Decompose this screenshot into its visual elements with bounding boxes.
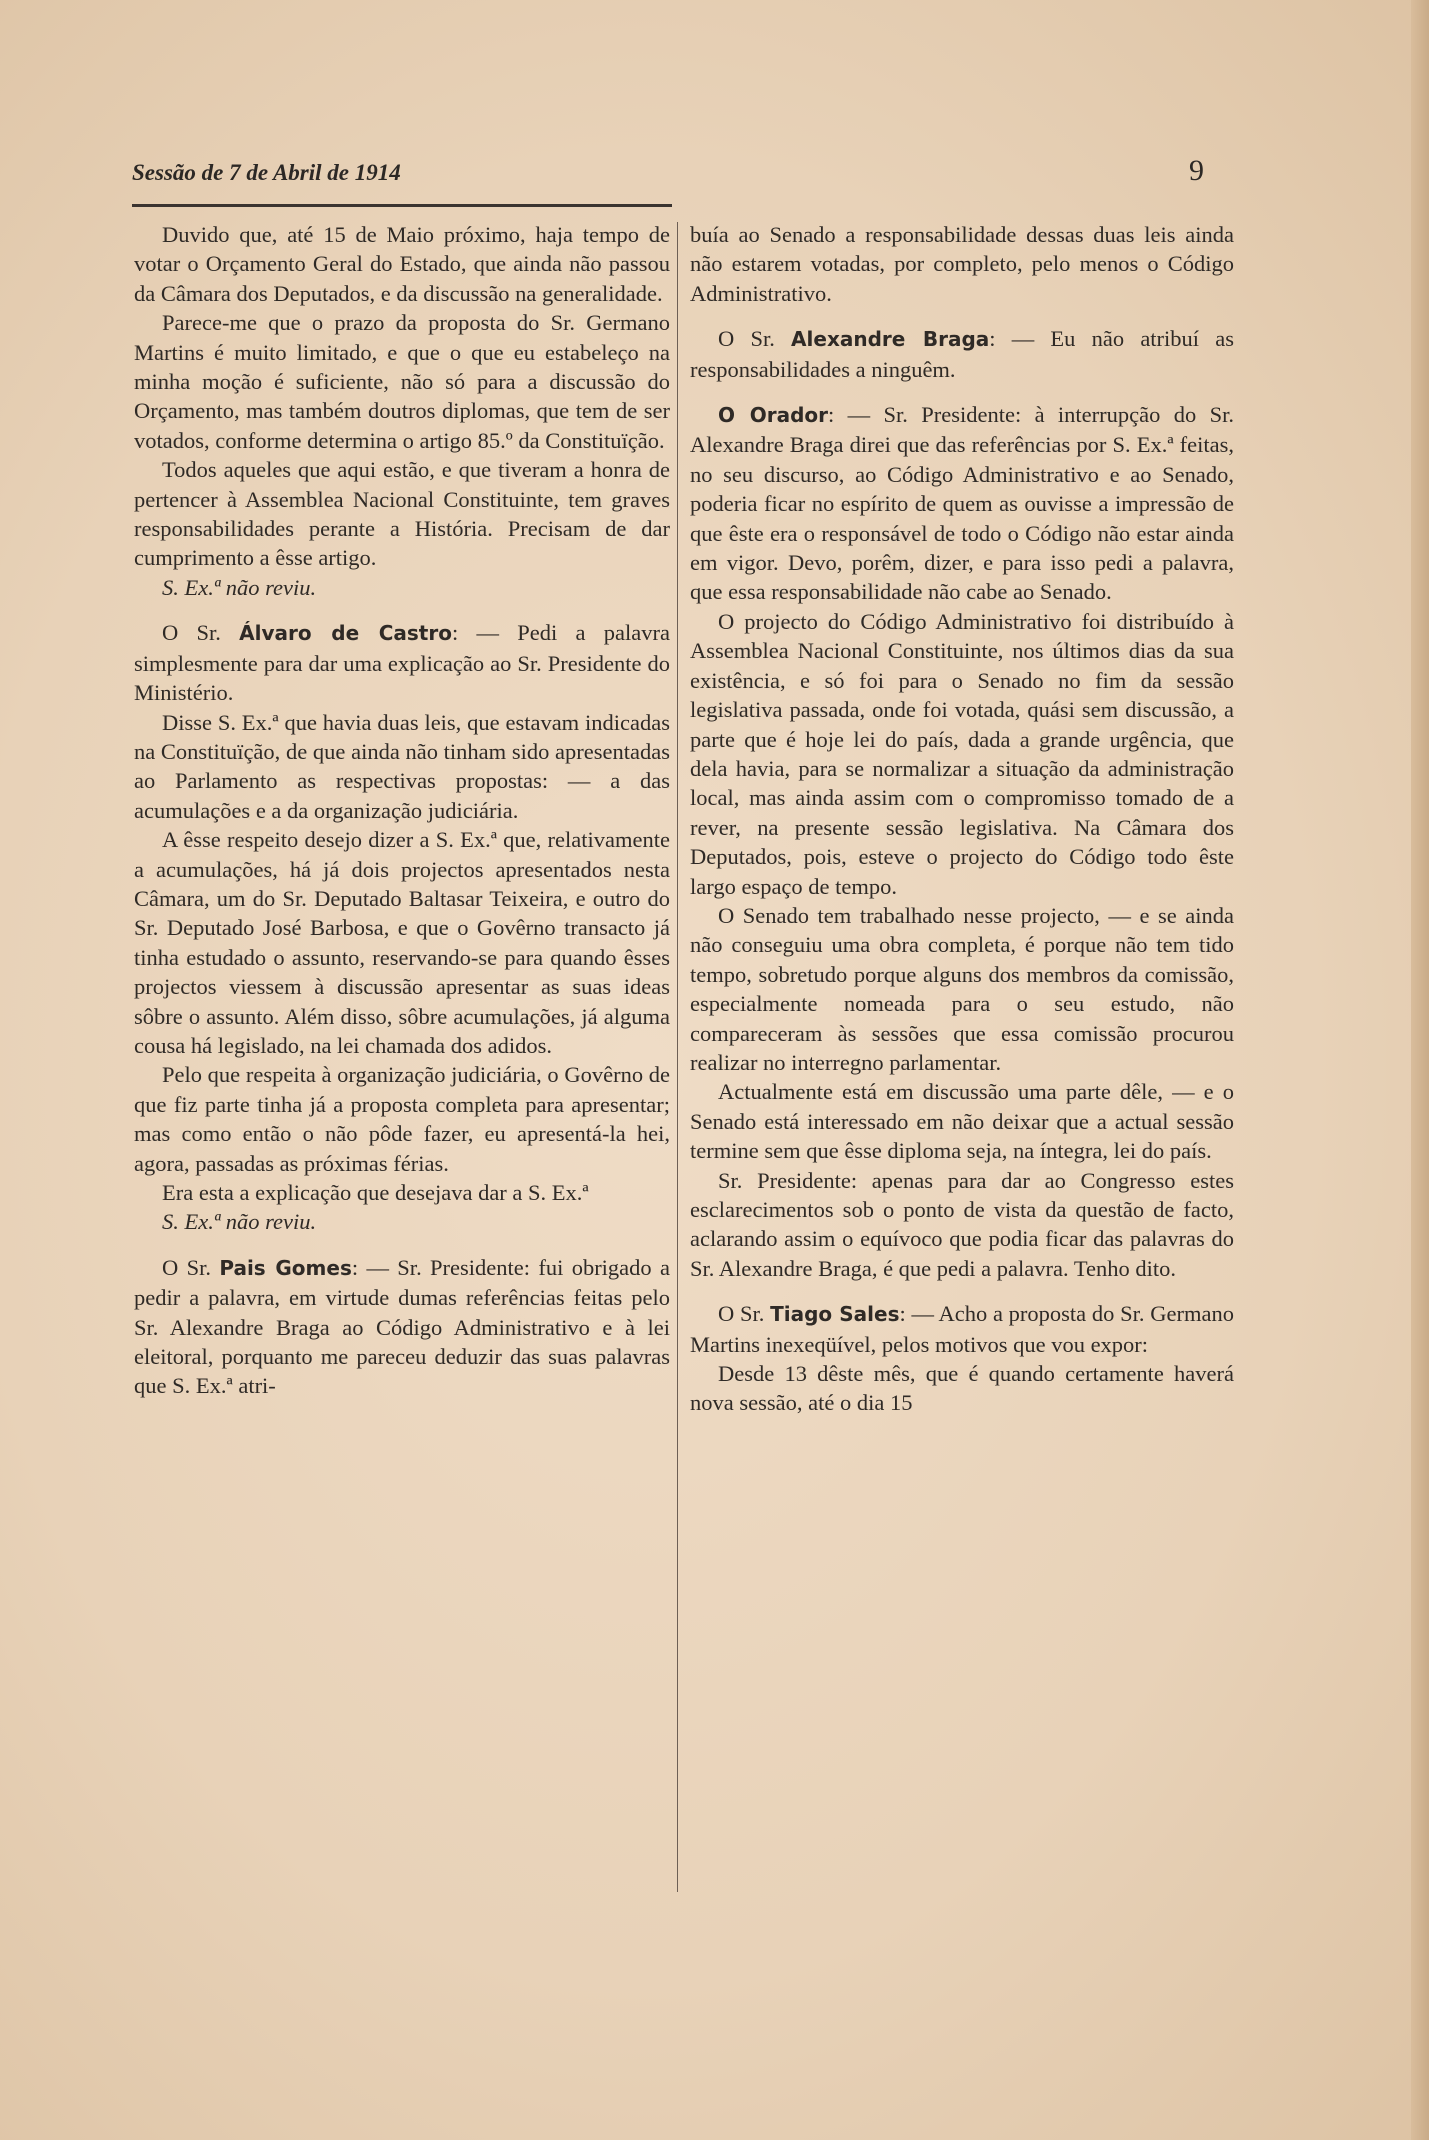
- paragraph: O projecto do Código Administrativo foi distribuído à Assemblea Nacional Constituinte, nos últimos dias da sua existência, e só foi para o Senado no fim da sessão legislativa passada, onde foi votada, quási sem discussão, a parte que é hoje lei do país, dada a grande urgência, que dela havia, para se normalizar a situação da administração local, mas ainda assim com o compromisso tomado de a rever, na presente sessão legislativa. Na Câmara dos Deputados, pois, esteve o projecto do Código todo êste largo espaço de tempo.: [690, 608, 1234, 899]
- paragraph: buía ao Senado a responsabilidade dessas duas leis ainda não estarem votadas, por completo, pelo menos o Código Administrativo.: [690, 222, 1234, 306]
- speech-paragraph: [690, 1299, 1234, 1359]
- header-rule: [132, 204, 672, 207]
- speech-paragraph: [690, 324, 1234, 384]
- speaker-name: Alexandre Braga: [791, 327, 990, 352]
- speech-paragraph: [134, 618, 670, 707]
- speaker-name: O Orador: [718, 403, 828, 428]
- paragraph: Sr. Presidente: apenas para dar ao Congresso estes esclarecimentos sob o ponto de vista da questão de facto, aclarando assim o equívoco que podia ficar das palavras do Sr. Alexandre Braga, é que pedi a palavra. Tenho dito.: [690, 1167, 1234, 1281]
- speaker-prefix: O Sr.: [162, 620, 240, 646]
- paragraph: Parece-me que o prazo da proposta do Sr. Germano Martins é muito limitado, e que o que eu estabeleço na minha moção é suficiente, não só para a discussão do Orçamento, mas também doutros diplomas, que tem de ser votados, conforme determina o artigo 85.º da Constituïção.: [134, 310, 670, 453]
- paragraph: Duvido que, até 15 de Maio próximo, haja tempo de votar o Orçamento Geral do Estado, que ainda não passou da Câmara dos Deputados, e da discussão na generalidade.: [134, 222, 670, 306]
- page-header: [132, 154, 1204, 200]
- paragraph: Actualmente está em discussão uma parte dêle, — e o Senado está interessado em não deixar que a actual sessão termine sem que êsse diploma seja, na íntegra, lei do país.: [690, 1079, 1234, 1164]
- speech-text: : — Sr. Presidente: fui obrigado a pedir a palavra, em virtude dumas referências feitas pelo Sr. Alexandre Braga ao Código Administrativo e à lei eleitoral, porquanto me pareceu deduzir das suas palavras que S. Ex.ª atri-: [134, 1254, 670, 1399]
- paragraph: Todos aqueles que aqui estão, e que tiveram a honra de pertencer à Assemblea Nacional Constituinte, tem graves responsabilidades perante a História. Precisam de dar cumprimento a êsse artigo.: [134, 457, 670, 571]
- speaker-prefix: O Sr.: [718, 1301, 771, 1327]
- speech-text: : — Eu não atribuí as responsabilidades a ninguêm.: [690, 326, 1234, 382]
- speaker-name: Pais Gomes: [219, 1255, 352, 1280]
- revision-note: S. Ex.ª não reviu.: [162, 1209, 317, 1235]
- speech-paragraph: [134, 1253, 670, 1401]
- speech-text: : — Pedi a palavra simplesmente para dar uma explicação ao Sr. Presidente do Ministério.: [134, 620, 670, 706]
- speaker-name: Álvaro de Castro: [239, 621, 452, 646]
- speaker-prefix: O Sr.: [718, 326, 792, 352]
- left-column: [134, 220, 670, 1401]
- column-divider: [677, 222, 678, 1892]
- page-number: 9: [1189, 154, 1204, 187]
- paragraph: Era esta a explicação que desejava dar a S. Ex.ª: [162, 1180, 589, 1205]
- revision-note: S. Ex.ª não reviu.: [162, 574, 317, 600]
- speech-text: : — Acho a proposta do Sr. Germano Martins inexeqüível, pelos motivos que vou expor:: [690, 1301, 1234, 1357]
- paragraph: Desde 13 dêste mês, que é quando certamente haverá nova sessão, até o dia 15: [690, 1361, 1234, 1416]
- page-edge: [1411, 0, 1429, 2140]
- speaker-prefix: O Sr.: [162, 1254, 220, 1280]
- paragraph: O Senado tem trabalhado nesse projecto, — e se ainda não conseguiu uma obra completa, é porque não tem tido tempo, sobretudo porque alguns dos membros da comissão, especialmente nomeada para o seu estudo, não compareceram às sessões que essa comissão procurou realizar no interregno parlamentar.: [690, 902, 1234, 1075]
- paragraph: Disse S. Ex.ª que havia duas leis, que estavam indicadas na Constituïção, de que ainda não tinham sido apresentadas ao Parlamento as respectivas propostas: — a das acumulações e a da organização judiciária.: [134, 709, 670, 823]
- paragraph: Pelo que respeita à organização judiciária, o Govêrno de que fiz parte tinha já a proposta completa para apresentar; mas como então o não pôde fazer, eu apresentá-la hei, agora, passadas as próximas férias.: [134, 1062, 670, 1176]
- paragraph: A êsse respeito desejo dizer a S. Ex.ª que, relativamente a acumulações, há já dois projectos apresentados nesta Câmara, um do Sr. Deputado Baltasar Teixeira, e outro do Sr. Deputado José Barbosa, e que o Govêrno transacto já tinha estudado o assunto, reservando-se para quando êsses projectos viessem à discussão apresentar as suas ideas sôbre o assunto. Além disso, sôbre acumulações, já alguma cousa há legislado, na lei chamada dos adidos.: [134, 827, 670, 1058]
- right-column: [690, 220, 1234, 1418]
- speaker-name: Tiago Sales: [770, 1302, 900, 1327]
- speech-text: : — Sr. Presidente: à interrupção do Sr. Alexandre Braga direi que das referências por S. Ex.ª feitas, no seu discurso, ao Código Administrativo e ao Senado, poderia ficar no espírito de quem as ouvisse a impressão de que êste era o responsável de todo o Código não estar ainda em vigor. Devo, porêm, dizer, e para isso pedi a palavra, que essa responsabilidade não cabe ao Senado.: [690, 402, 1234, 605]
- speech-paragraph: [690, 400, 1234, 607]
- running-head: Sessão de 7 de Abril de 1914: [132, 160, 401, 185]
